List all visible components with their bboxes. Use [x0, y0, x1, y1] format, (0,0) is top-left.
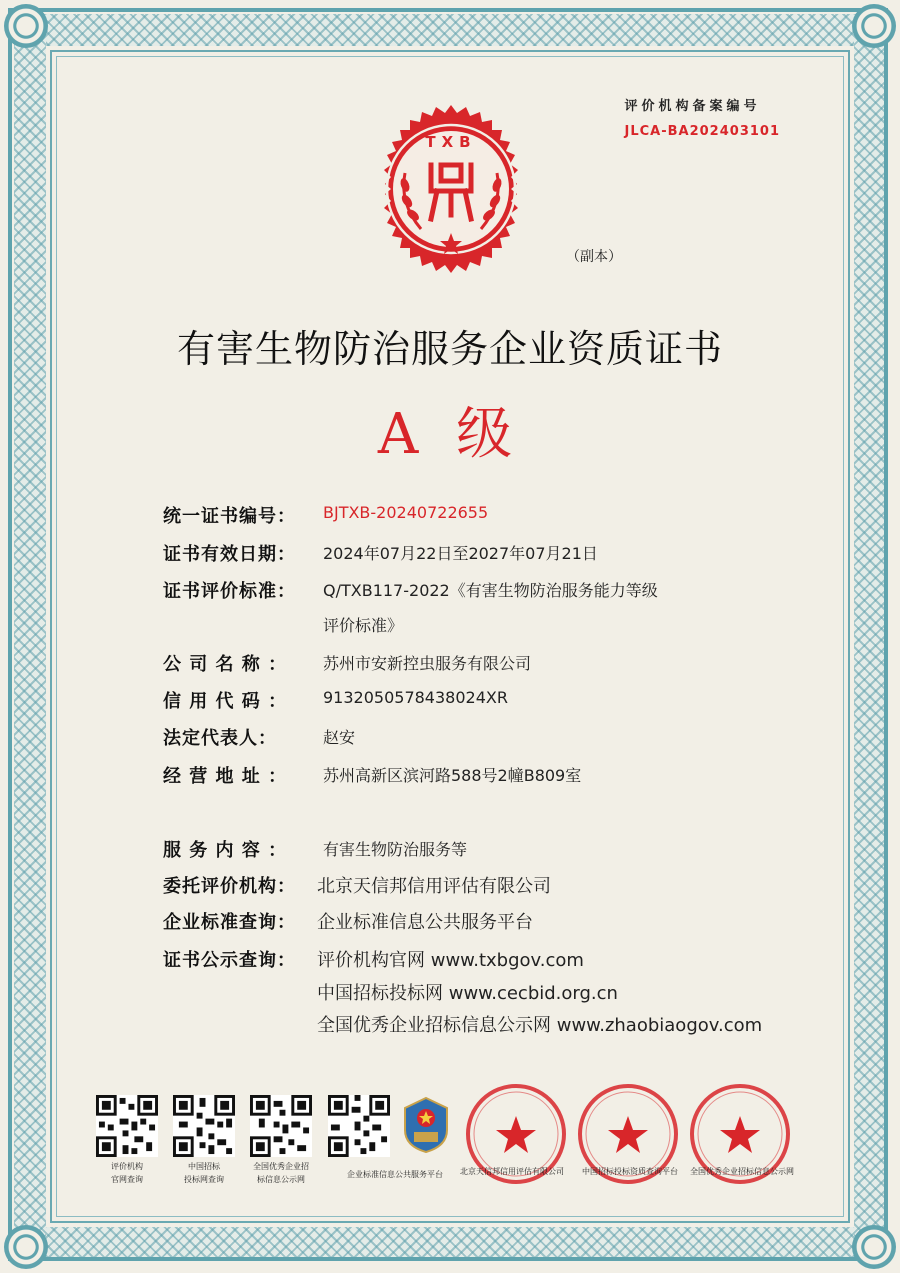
field-label: 信 用 代 码 ： [163, 691, 288, 712]
corner-ornament [852, 1225, 896, 1269]
stamp-caption: 中国招标投标资质查询平台 [582, 1167, 678, 1176]
address-value: 苏州高新区滨河路588号2幢B809室 [323, 766, 582, 785]
field-std-query [163, 908, 533, 934]
qr-code-icon[interactable] [96, 1095, 158, 1157]
standard-value-line2: 评价标准》 [323, 616, 404, 635]
field-cert-no [163, 502, 489, 528]
field-address [163, 762, 582, 788]
certificate-title: 有害生物防治服务企业资质证书 [176, 327, 723, 371]
field-label: 服 务 内 容 ： [163, 840, 288, 861]
field-label: 经 营 地 址 ： [163, 766, 288, 787]
grade-level: A 级 [377, 402, 523, 467]
qr-label: 企业标准信息公共服务平台 [347, 1170, 443, 1179]
qr-label: 评价机构 官网查询 [111, 1162, 143, 1184]
public-query-line1: 评价机构官网 www.txbgov.com [317, 950, 584, 971]
std-query-value: 企业标准信息公共服务平台 [317, 912, 533, 933]
registration-value: JLCA-BA202403101 [624, 124, 780, 139]
credit-code-value: 9132050578438024XR [323, 688, 508, 707]
field-label: 证书有效日期： [163, 544, 296, 565]
field-public-query [163, 946, 584, 972]
public-query-line3: 全国优秀企业招标信息公示网 www.zhaobiaogov.com [317, 1015, 763, 1036]
qr-code-icon[interactable] [328, 1095, 390, 1157]
national-emblem-icon [401, 1096, 451, 1154]
field-label: 统一证书编号： [163, 506, 296, 527]
field-service [163, 836, 468, 862]
stamp-caption: 北京天信邦信用评估有限公司 [460, 1167, 564, 1176]
corner-ornament [4, 4, 48, 48]
field-company [163, 650, 532, 676]
corner-ornament [852, 4, 896, 48]
company-value: 苏州市安新控虫服务有限公司 [323, 654, 532, 673]
qr-label: 中国招标 投标网查询 [184, 1162, 224, 1184]
field-label: 委托评价机构： [163, 876, 296, 897]
corner-ornament [4, 1225, 48, 1269]
svg-text:TXB: TXB [425, 133, 477, 151]
txb-seal-icon [365, 103, 537, 275]
field-label: 公 司 名 称 ： [163, 654, 288, 675]
field-credit-code [163, 687, 508, 713]
agency-value: 北京天信邦信用评估有限公司 [317, 876, 551, 897]
copy-mark: （副本） [566, 249, 622, 265]
field-legal-rep [163, 724, 356, 750]
registration-block [625, 95, 781, 139]
cert-no-value: BJTXB-20240722655 [323, 503, 489, 522]
field-validity [163, 540, 598, 566]
legal-rep-value: 赵安 [323, 728, 356, 747]
field-agency [163, 872, 551, 898]
qr-code-icon[interactable] [173, 1095, 235, 1157]
registration-label: 评价机构备案编号 [624, 99, 761, 114]
standard-value-line1: Q/TXB117-2022《有害生物防治服务能力等级 [323, 581, 658, 600]
field-label: 企业标准查询： [163, 912, 296, 933]
field-standard [163, 577, 658, 603]
qr-code-icon[interactable] [250, 1095, 312, 1157]
public-query-line2: 中国招标投标网 www.cecbid.org.cn [317, 983, 618, 1004]
qr-label: 全国优秀企业招 标信息公示网 [253, 1162, 309, 1184]
stamp-caption: 全国优秀企业招标信息公示网 [690, 1167, 794, 1176]
service-value: 有害生物防治服务等 [323, 840, 468, 859]
field-label: 法定代表人： [163, 728, 277, 749]
field-label: 证书公示查询： [163, 950, 296, 971]
validity-value: 2024年07月22日至2027年07月21日 [323, 544, 598, 563]
field-label: 证书评价标准： [163, 581, 296, 602]
